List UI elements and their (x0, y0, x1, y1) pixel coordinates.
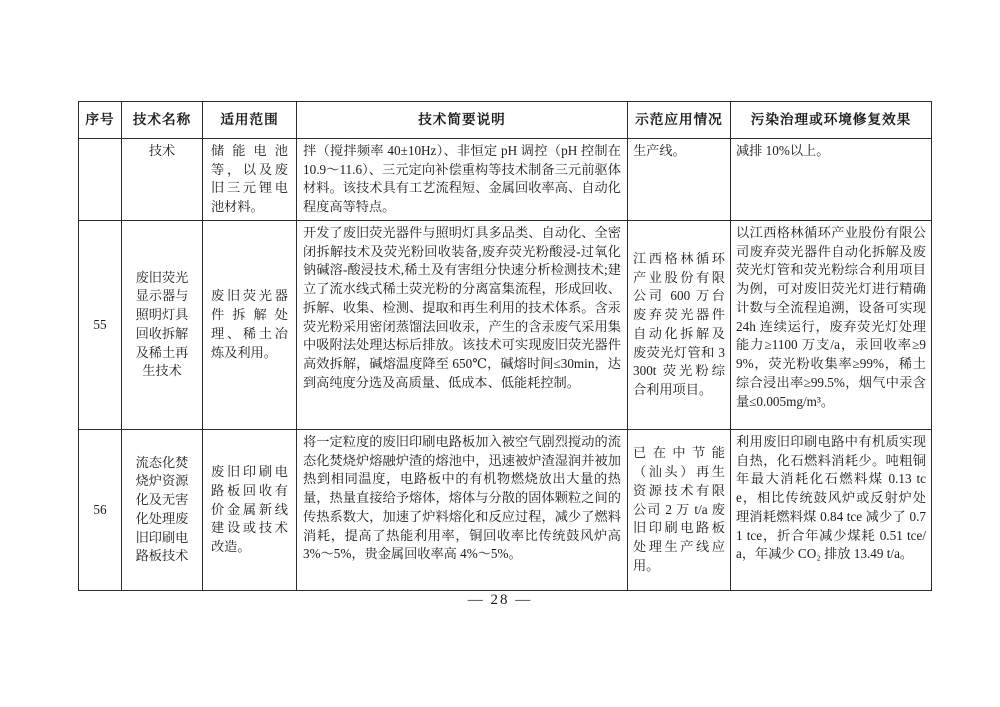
col-header-scope: 适用范围 (203, 102, 297, 139)
cell-55-scope: 废旧荧光器件拆解处理、稀土冶炼及利用。 (203, 220, 297, 429)
cell-56-name: 流态化焚烧炉资源化及无害化处理废旧印刷电路板技术 (122, 429, 203, 590)
cell-cont-application: 生产线。 (628, 139, 731, 221)
col-header-application: 示范应用情况 (628, 102, 731, 139)
cell-55-description: 开发了废旧荧光器件与照明灯具多品类、自动化、全密闭拆解技术及荧光粉回收装备,废弃荧光粉酸浸-过氧化钠碱溶-酸浸技术,稀土及有害组分快速分析检测技术;建立了流水线式稀土荧光粉的分离富集流程，形成回收、拆解、收集、检测、提取和再生利用的技术体系。含汞荧光粉采用密闭蒸馏法回收汞，产生的含汞废气采用集中吸附法处理达标后排放。该技术可实现废旧荧光器件高效拆解，碱熔温度降至 650℃，碱熔时间≤30min，达到高纯度分选及高质量、低成本、低能耗控制。 (297, 220, 628, 429)
cell-56-effect: 利用废旧印刷电路中有机质实现自热，化石燃料消耗少。吨粗铜年最大消耗化石燃料煤 0.13 tce，相比传统鼓风炉或反射炉处理消耗燃料煤 0.84 tce 减少了 0.71 tce，折合年减少煤耗 0.51 tce/a，年减少 CO₂ 排放 13.49 t/a。 (731, 429, 932, 590)
cell-cont-description: 拌（搅拌频率 40±10Hz）、非恒定 pH 调控（pH 控制在 10.9～11.6）、三元定向补偿重构等技术制备三元前驱体材料。该技术具有工艺流程短、金属回收率高、自动化程度高等特点。 (297, 139, 628, 221)
cell-56-scope: 废旧印刷电路板回收有价金属新线建设或技术改造。 (203, 429, 297, 590)
col-header-effect: 污染治理或环境修复效果 (731, 102, 932, 139)
cell-56-application: 已在中节能（汕头）再生资源技术有限公司 2 万 t/a 废旧印刷电路板处理生产线应用。 (628, 429, 731, 590)
col-header-seq: 序号 (79, 102, 122, 139)
technology-table (78, 101, 932, 591)
col-header-description: 技术简要说明 (297, 102, 628, 139)
table-header-row (79, 102, 932, 139)
cell-55-seq: 55 (79, 220, 122, 429)
cell-56-seq: 56 (79, 429, 122, 590)
cell-cont-effect: 减排 10%以上。 (731, 139, 932, 221)
table-row-55 (79, 220, 932, 429)
table-row-continuation (79, 139, 932, 221)
cell-55-effect: 以江西格林循环产业股份有限公司废弃荧光器件自动化拆解及废荧光灯管和荧光粉综合利用项目为例，可对废旧荧光灯进行精确计数与全流程追溯，设备可实现 24h 连续运行，废弃荧光灯处理能力≥1100 万支/a，汞回收率≥99%，荧光粉收集率≥99%，稀土综合浸出率≥99.5%，烟气中汞含量≤0.005mg/m³。 (731, 220, 932, 429)
cell-cont-scope: 储能电池等，以及废旧三元锂电池材料。 (203, 139, 297, 221)
cell-56-description: 将一定粒度的废旧印刷电路板加入被空气剧烈搅动的流态化焚烧炉熔融炉渣的熔池中，迅速被炉渣湿润并被加热到相同温度，电路板中的有机物燃烧放出大量的热量，热量直接给予熔体，熔体与分散的固体颗粒之间的传热系数大，加速了炉料熔化和反应过程，减少了燃料消耗，提高了热能利用率，铜回收率比传统鼓风炉高 3%～5%，贵金属回收率高 4%～5%。 (297, 429, 628, 590)
cell-55-name: 废旧荧光显示器与照明灯具回收拆解及稀土再生技术 (122, 220, 203, 429)
col-header-name: 技术名称 (122, 102, 203, 139)
cell-55-application: 江西格林循环产业股份有限公司 600 万台废弃荧光器件自动化拆解及废荧光灯管和 3300t 荧光粉综合利用项目。 (628, 220, 731, 429)
cell-cont-seq (79, 139, 122, 221)
table-row-56 (79, 429, 932, 590)
cell-cont-name: 技术 (122, 139, 203, 221)
page-number: — 28 — (467, 592, 533, 608)
